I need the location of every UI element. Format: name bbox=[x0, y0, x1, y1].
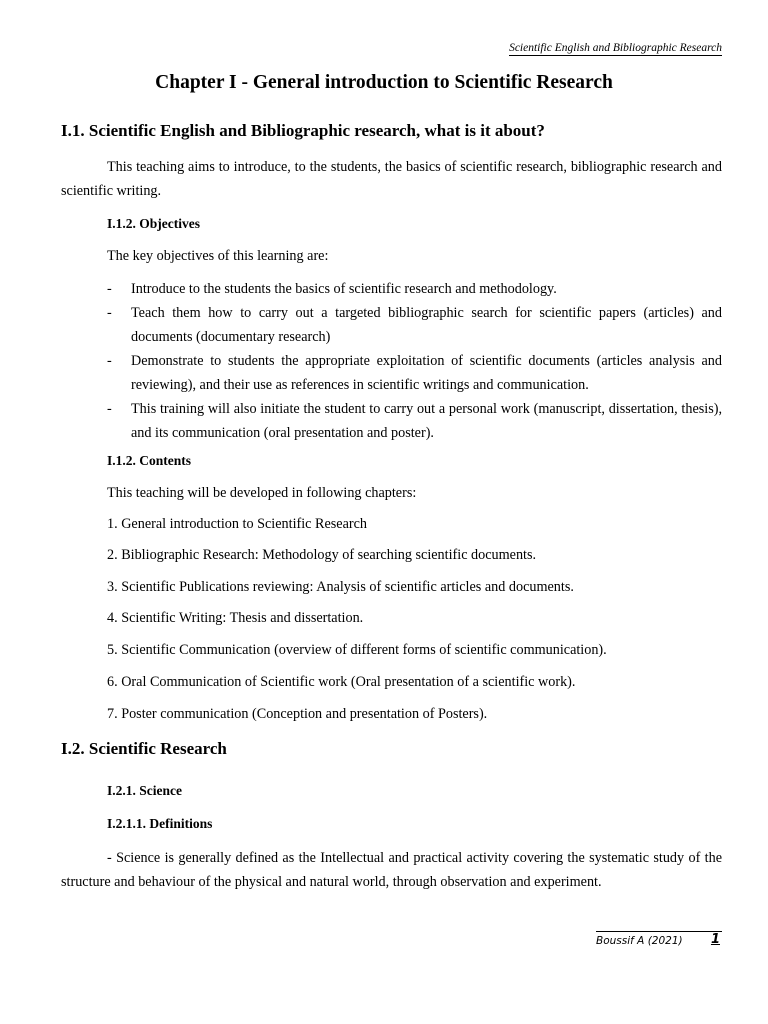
contents-chapter-item: 4. Scientific Writing: Thesis and dissertation. bbox=[107, 610, 364, 626]
contents-chapter-item: 6. Oral Communication of Scientific work (Oral presentation of a scientific work). bbox=[107, 674, 576, 690]
page-number: 1 bbox=[710, 932, 720, 947]
objectives-heading: I.1.2. Objectives bbox=[107, 216, 200, 231]
intro-paragraph: This teaching aims to introduce, to the students, the basics of scientific research, bibliographic research and scientific writing. bbox=[61, 159, 722, 199]
running-header: Scientific English and Bibliographic Research bbox=[509, 42, 722, 54]
objective-text: This training will also initiate the student to carry out a personal work (manuscript, dissertation, thesis), and its communication (oral presentation and poster). bbox=[131, 401, 722, 441]
section-heading-2: I.2. Scientific Research bbox=[61, 739, 227, 758]
definitions-heading: I.2.1.1. Definitions bbox=[107, 816, 213, 831]
contents-chapter-item: 2. Bibliographic Research: Methodology of searching scientific documents. bbox=[107, 547, 537, 563]
objectives-list bbox=[107, 277, 722, 445]
objective-item: - Introduce to the students the basics of scientific research and methodology. bbox=[107, 281, 557, 297]
science-heading: I.2.1. Science bbox=[107, 783, 182, 798]
contents-lead: This teaching will be developed in following chapters: bbox=[107, 485, 417, 501]
page-footer bbox=[596, 931, 722, 950]
objective-text: Introduce to the students the basics of scientific research and methodology. bbox=[131, 281, 557, 297]
contents-chapter-item: 1. General introduction to Scientific Research bbox=[107, 516, 368, 532]
contents-heading: I.1.2. Contents bbox=[107, 453, 192, 468]
contents-chapter-item: 5. Scientific Communication (overview of different forms of scientific communication). bbox=[107, 642, 607, 658]
footer-author: Boussif A (2021) bbox=[596, 935, 683, 947]
contents-chapter-item: 3. Scientific Publications reviewing: Analysis of scientific articles and documents. bbox=[107, 579, 574, 595]
chapter-title: Chapter I - General introduction to Scientific Research bbox=[155, 72, 613, 93]
section-heading-1: I.1. Scientific English and Bibliographic research, what is it about? bbox=[61, 121, 545, 140]
objective-item: - This training will also initiate the student to carry out a personal work (manuscript, dissertation, thesis), and its communication (oral presentation and poster). bbox=[107, 401, 722, 441]
objective-item: - Teach them how to carry out a targeted bibliographic search for scientific papers (articles) and documents (documentary research) bbox=[107, 305, 722, 345]
objectives-lead: The key objectives of this learning are: bbox=[107, 248, 329, 264]
objective-text: Demonstrate to students the appropriate exploitation of scientific documents (articles analysis and reviewing), and their use as references in scientific writings and communication. bbox=[131, 353, 722, 393]
objective-text: Teach them how to carry out a targeted bibliographic search for scientific papers (articles) and documents (documentary research) bbox=[131, 305, 722, 345]
objective-item: - Demonstrate to students the appropriate exploitation of scientific documents (articles analysis and reviewing), and their use as references in scientific writings and communication. bbox=[107, 353, 722, 393]
contents-chapter-item: 7. Poster communication (Conception and presentation of Posters). bbox=[107, 706, 488, 722]
definition-paragraph: - Science is generally defined as the Intellectual and practical activity covering the systematic study of the structure and behaviour of the physical and natural world, through observation and experiment. bbox=[61, 850, 722, 890]
